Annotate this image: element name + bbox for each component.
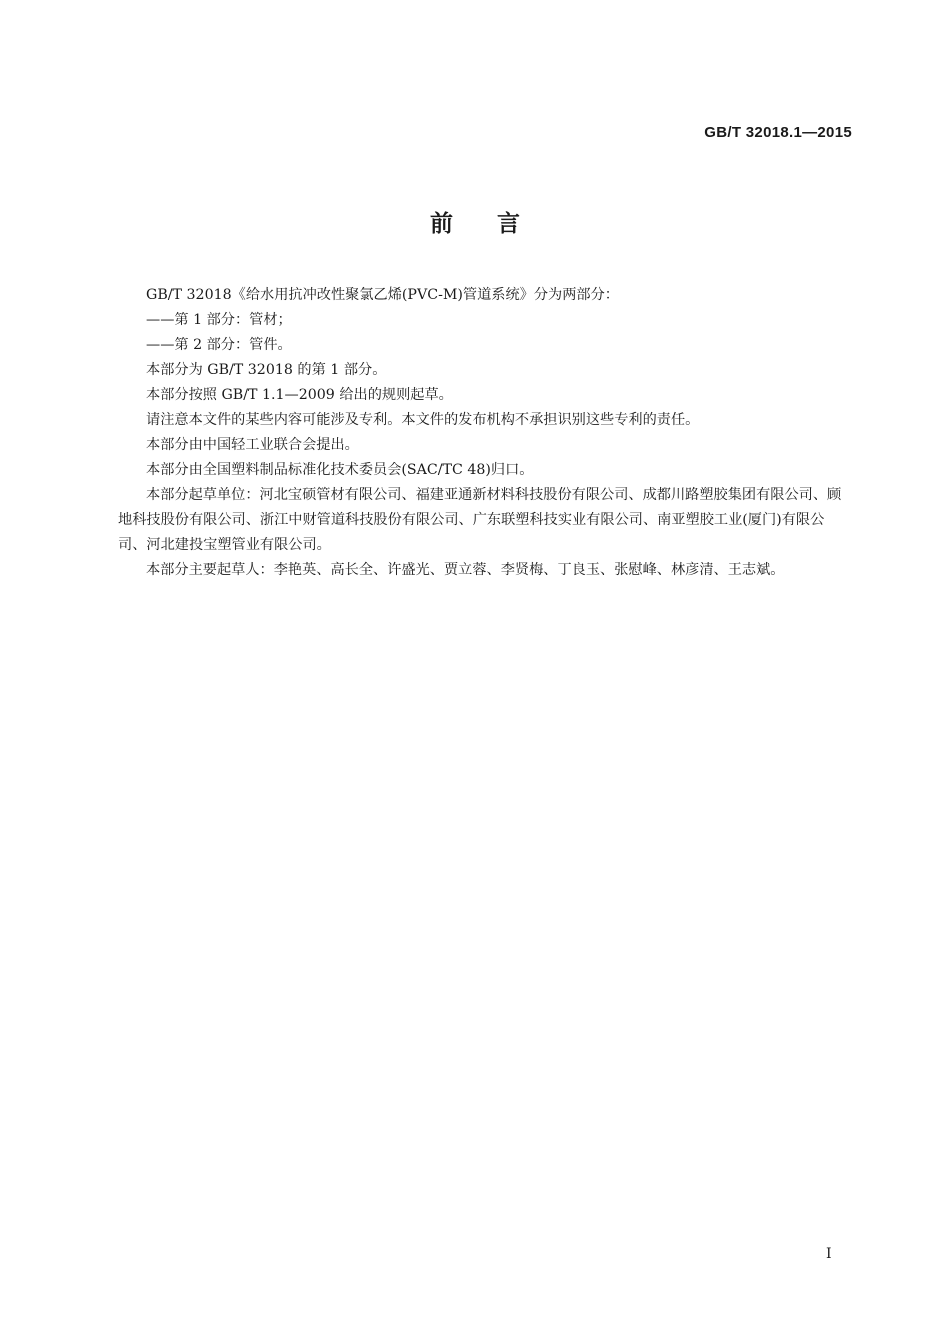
paragraph-patent-notice: 请注意本文件的某些内容可能涉及专利。本文件的发布机构不承担识别这些专利的责任。 xyxy=(146,412,700,428)
page-number: I xyxy=(826,1246,832,1262)
paragraph-main-drafters: 本部分主要起草人：李艳英、高长全、许盛光、贾立蓉、李贤梅、丁良玉、张慰峰、林彦清、王志斌。 xyxy=(146,562,785,578)
foreword-body xyxy=(118,283,852,583)
paragraph-drafting-units: 本部分起草单位：河北宝硕管材有限公司、福建亚通新材料科技股份有限公司、成都川路塑胶集团有限公司、顾地科技股份有限公司、浙江中财管道科技股份有限公司、广东联塑科技实业有限公司、南亚塑胶工业(厦门)有限公司、河北建投宝塑管业有限公司。 xyxy=(118,487,842,553)
paragraph-parts-intro: GB/T 32018《给水用抗冲改性聚氯乙烯(PVC-M)管道系统》分为两部分： xyxy=(146,287,619,303)
paragraph-this-part: 本部分为 GB/T 32018 的第 1 部分。 xyxy=(146,362,387,378)
list-item-part-2: ——第 2 部分：管件。 xyxy=(146,337,292,353)
paragraph-drafting-rules: 本部分按照 GB/T 1.1—2009 给出的规则起草。 xyxy=(146,387,453,403)
paragraph-managed-by: 本部分由全国塑料制品标准化技术委员会(SAC/TC 48)归口。 xyxy=(146,462,534,478)
page-title: 前言 xyxy=(430,211,564,237)
list-item-part-1: ——第 1 部分：管材； xyxy=(146,312,292,328)
standard-number: GB/T 32018.1—2015 xyxy=(704,124,852,141)
paragraph-proposed-by: 本部分由中国轻工业联合会提出。 xyxy=(146,437,359,453)
